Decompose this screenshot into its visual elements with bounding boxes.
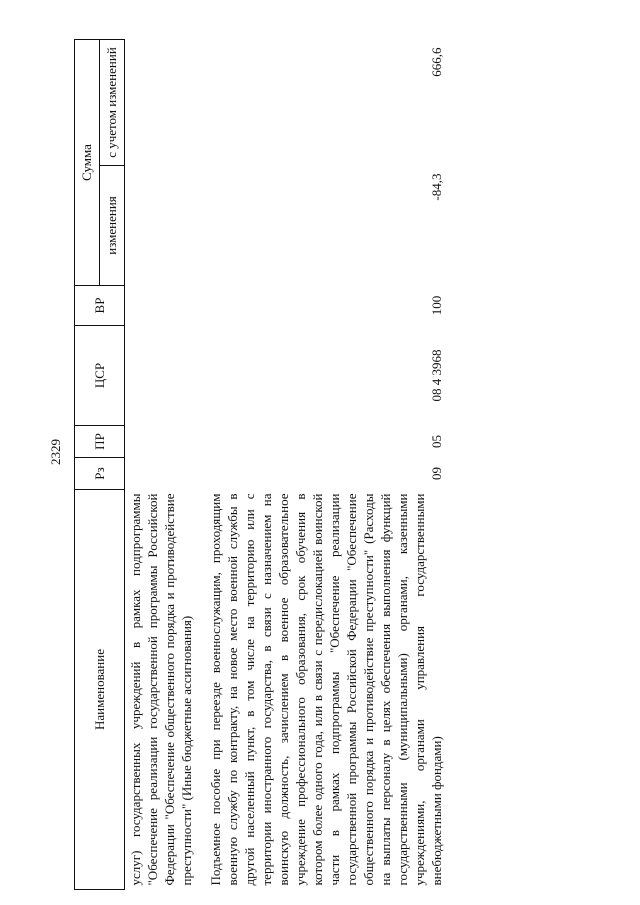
row-rz bbox=[125, 458, 206, 490]
header-sum-change: изменения bbox=[100, 166, 125, 286]
row-name: Подъемное пособие при переезде военнослужащим, проходящим военную службу по контракту, на новое место военной службы в другой населенный пункт, в том числе на территорию или с территории иностранного государства, в связи с назначением на воинскую должность, зачислением в военное образовательное учреждение профессионального образования, срок обучения в котором более одного года, или в связи с передислокацией воинской части в рамках подпрограммы "Обеспечение реализации государственной программы Российской Федерации "Обеспечение общественного порядка и противодействие преступности" (Расходы на выплаты персоналу в целях обеспечения выполнения функций государственными (муниципальными) органами, казенными учреждениями, органами управления государственными внебюджетными фондами) bbox=[208, 493, 444, 886]
header-vr: ВР bbox=[75, 286, 125, 326]
row-rz: 09 bbox=[429, 467, 444, 480]
header-sum: Сумма bbox=[75, 40, 100, 286]
row-change: -84,3 bbox=[429, 173, 444, 201]
row-total: 666,6 bbox=[429, 47, 444, 77]
page-number: 2329 bbox=[48, 439, 63, 465]
header-rz: Рз bbox=[75, 458, 125, 490]
header-csr: ЦСР bbox=[75, 326, 125, 426]
row-csr bbox=[125, 326, 206, 426]
row-pr bbox=[125, 426, 206, 458]
rotated-page bbox=[50, 15, 640, 886]
header-name: Наименование bbox=[75, 490, 125, 890]
header-pr: ПР bbox=[75, 426, 125, 458]
header-sum-total: с учетом изменений bbox=[100, 40, 125, 166]
row-vr bbox=[125, 286, 206, 326]
table-header bbox=[75, 40, 125, 890]
table-row bbox=[205, 40, 447, 890]
table-row bbox=[125, 40, 206, 890]
row-total bbox=[125, 40, 206, 166]
row-name: услуг) государственных учреждений в рамках подпрограммы "Обеспечение реализации государственной программы Российской Федерации "Обеспечение общественного порядка и противодействие преступности" (Иные бюджетные ассигнования) bbox=[128, 493, 194, 886]
row-vr: 100 bbox=[429, 295, 444, 316]
budget-table bbox=[74, 39, 447, 890]
row-pr: 05 bbox=[429, 435, 444, 448]
row-csr: 08 4 3968 bbox=[429, 349, 444, 402]
page-content bbox=[74, 15, 614, 890]
row-change bbox=[125, 166, 206, 286]
